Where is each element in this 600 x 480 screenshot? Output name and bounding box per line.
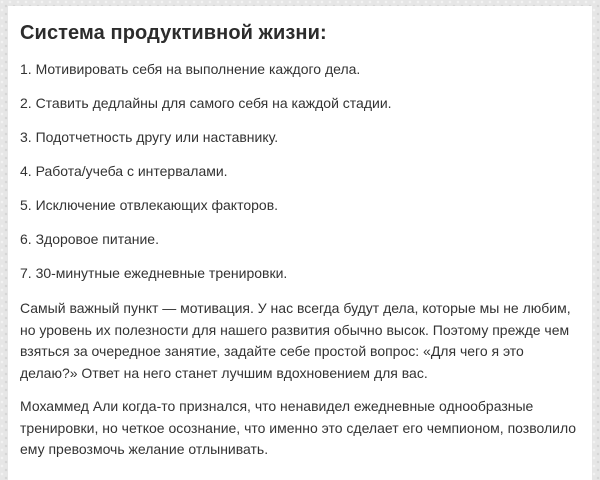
list-item: 1. Мотивировать себя на выполнение каждого дела. [20, 61, 361, 77]
productivity-list [20, 60, 578, 282]
list-item: 4. Работа/учеба с интервалами. [20, 163, 228, 179]
list-item: 6. Здоровое питание. [20, 231, 159, 247]
motivation-paragraph: Самый важный пункт — мотивация. У нас всегда будут дела, которые мы не любим, но уровень их полезности для нашего развития обычно высок. Поэтому прежде чем взяться за очередное занятие, задайте себе простой вопрос: «Для чего я это делаю?» Ответ на него станет лучшим вдохновением для вас. [20, 300, 571, 381]
list-item: 3. Подотчетность другу или наставнику. [20, 129, 279, 145]
article-title: Система продуктивной жизни: [20, 22, 327, 44]
list-item: 2. Ставить дедлайны для самого себя на каждой стадии. [20, 95, 392, 111]
list-item: 5. Исключение отвлекающих факторов. [20, 197, 279, 213]
list-item: 7. 30-минутные ежедневные тренировки. [20, 265, 288, 281]
article-card [8, 6, 592, 480]
ali-paragraph: Мохаммед Али когда-то признался, что ненавидел ежедневные однообразные тренировки, но четкое осознание, что именно это сделает его чемпионом, позволило ему превозмочь желание отлынивать. [20, 398, 577, 457]
